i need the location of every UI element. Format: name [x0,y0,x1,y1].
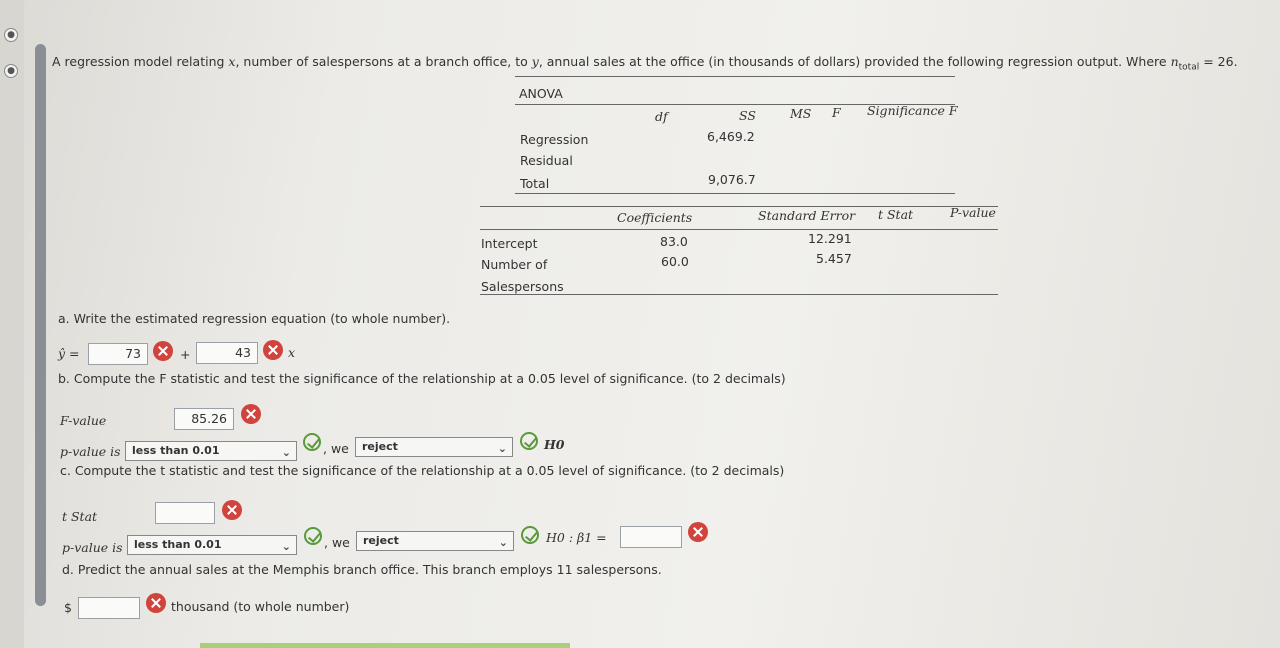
coef-row-label: Intercept [481,236,538,251]
f-value-input[interactable]: 85.26 [174,408,234,430]
rail-dot-icon[interactable]: ● [4,64,18,78]
t-stat-input[interactable] [155,502,215,524]
prediction-input[interactable] [78,597,140,619]
anova-row-label: Residual [520,153,573,168]
decision-select[interactable] [356,531,514,551]
part-c-prompt: c. Compute the t statistic and test the significance of the relationship at a 0.05 level of significance. (to 2 decimals) [60,463,785,478]
anova-header-df: df [655,109,668,124]
pvalue-select-value: less than 0.01 [134,538,222,551]
coef-header-se: Standard Error [758,208,856,223]
part-d-prompt: d. Predict the annual sales at the Memphis branch office. This branch employs 11 salespersons. [62,562,662,577]
incorrect-icon [241,404,261,424]
correct-icon [520,432,538,450]
coef-header-coef: Coefficients [617,210,693,225]
coef-header-pvalue: P-value [950,205,996,220]
anova-header-ss: SS [739,108,756,123]
we-label: , we [324,535,350,550]
coef-row-label-cont: Salespersons [481,279,564,294]
correct-icon [303,433,321,451]
left-rail [0,0,24,648]
anova-top-rule [515,76,955,77]
coef-row-se: 12.291 [808,231,852,246]
x-variable: x [288,345,296,360]
coef-header-tstat: t Stat [878,207,914,222]
pvalue-select[interactable] [127,535,297,555]
part-b-prompt: b. Compute the F statistic and test the significance of the relationship at a 0.05 level of significance. (to 2 decimals) [58,371,786,386]
decision-select-value: reject [363,534,399,547]
we-label: , we [323,441,349,456]
incorrect-icon [222,500,242,520]
currency-label: $ [64,600,72,615]
anova-row-ss: 9,076.7 [708,172,756,187]
unit-label: thousand (to whole number) [171,599,350,614]
coef-bottom-rule [480,294,998,295]
pvalue-select[interactable] [125,441,297,461]
incorrect-icon [153,341,173,361]
h0-beta-label: H0 : β1 = [546,530,607,545]
incorrect-icon [146,593,166,613]
anova-header-f: F [832,105,841,120]
chevron-down-icon: ⌄ [497,442,507,455]
correct-icon [521,526,539,544]
coef-header-rule [480,229,998,230]
f-value-label: F-value [60,413,107,428]
anova-title: ANOVA [519,86,563,101]
coef-row-se: 5.457 [816,251,852,266]
chevron-down-icon: ⌄ [498,536,508,549]
decision-select[interactable] [355,437,513,457]
part-a-prompt: a. Write the estimated regression equation (to whole number). [58,311,451,326]
anova-row-label: Total [520,176,550,191]
h0-label: H0 [544,437,565,452]
anova-bottom-rule [515,193,955,194]
bottom-highlight [200,643,570,648]
correct-icon [304,527,322,545]
scrollbar[interactable] [35,44,46,606]
pvalue-label: p-value is [60,444,121,459]
yhat-label: ŷ = [58,346,80,361]
anova-row-ss: 6,469.2 [707,129,755,144]
beta-input[interactable] [620,526,682,548]
coef-top-rule [480,206,998,207]
intercept-input[interactable]: 73 [88,343,148,365]
chevron-down-icon: ⌄ [281,446,291,459]
anova-header-sigf: Significance F [867,103,958,118]
plus-sign: + [180,347,191,362]
rail-dot-icon[interactable]: ● [4,28,18,42]
anova-header-ms: MS [790,106,812,121]
slope-input[interactable]: 43 [196,342,258,364]
anova-row-label: Regression [520,132,589,147]
chevron-down-icon: ⌄ [281,540,291,553]
incorrect-icon [263,340,283,360]
incorrect-icon [688,522,708,542]
t-stat-label: t Stat [62,509,98,524]
pvalue-label: p-value is [62,540,123,555]
decision-select-value: reject [362,440,398,453]
question-intro: A regression model relating x, number of salespersons at a branch office, to y, annual sales at the office (in thousands of dollars) provided the following regression output. Where $n_{total} = 26$. [52,54,1238,73]
coef-row-coef: 83.0 [660,234,688,249]
coef-row-label: Number of [481,257,548,272]
coef-row-coef: 60.0 [661,254,689,269]
pvalue-select-value: less than 0.01 [132,444,220,457]
